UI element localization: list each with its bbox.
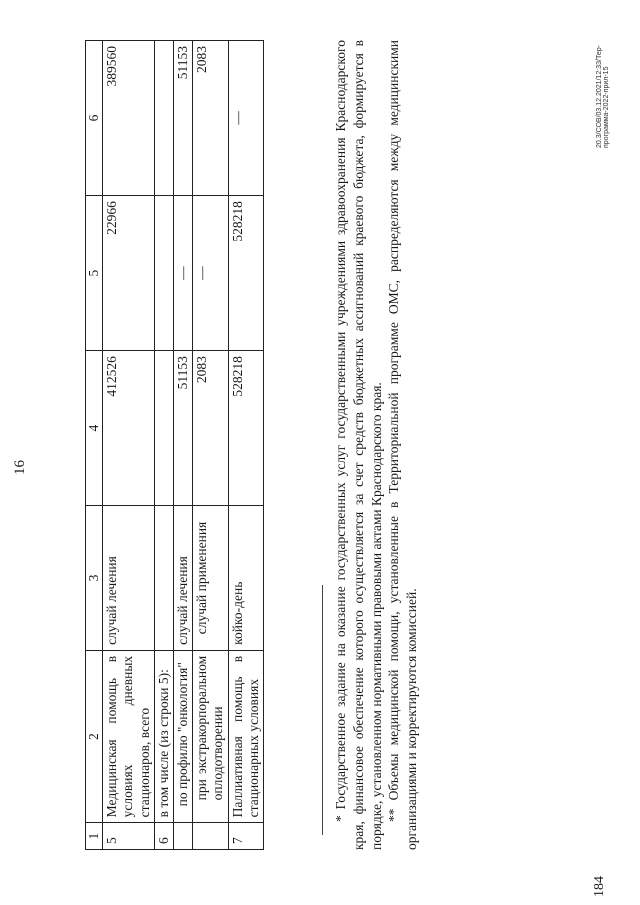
row-value-5: 528218 [228,196,263,351]
row-unit: случай лечения [173,506,192,651]
row-value-4: 528218 [228,351,263,506]
header-cell: 4 [86,351,103,506]
header-cell: 6 [86,41,103,196]
header-cell: 2 [86,650,103,822]
row-value-5 [154,196,173,351]
header-cell: 3 [86,506,103,651]
row-value-6: 2083 [193,41,228,196]
footnotes [332,40,421,850]
row-value-4: 412526 [103,351,155,506]
table-row [228,41,263,850]
header-cell: 5 [86,196,103,351]
row-unit: случай лечения [103,506,155,651]
row-value-5: — [173,196,192,351]
footnote: * Государственное задание на оказание государственных услуг государственными учреждениями здравоохранения Краснодарского края, финансовое обеспечение которого осуществляется за счет средств бюджетных ассигнований краевого бюджета, формируется в порядке, установленном нормативными правовыми актами Краснодарского края. [333,40,384,850]
table-row [154,41,173,850]
row-name: Медицинская помощь в условиях дневных стационаров, всего [103,650,155,822]
row-number [173,823,192,850]
row-value-6: — [228,41,263,196]
row-value-5: 22966 [103,196,155,351]
header-cell: 1 [86,823,103,850]
row-number: 7 [228,823,263,850]
table-row [103,41,155,850]
row-value-4: 51153 [173,351,192,506]
table-header-row [86,41,103,850]
table-row [193,41,228,850]
row-name: по профилю "онкология" [173,650,192,822]
row-unit [154,506,173,651]
row-name: Паллиативная помощь в стационарных условиях [228,650,263,822]
row-value-4 [154,351,173,506]
document-footer: 20.3/СОВ/03.12.2021/12:33/Тер-программа-2022-прил-15 [596,45,610,148]
footnote-rule [322,585,323,835]
row-number: 6 [154,823,173,850]
row-value-6: 389560 [103,41,155,196]
row-unit: койко-день [228,506,263,651]
table-row [173,41,192,850]
row-name: в том числе (из строки 5): [154,650,173,822]
footnote: ** Объемы медицинской помощи, установленные в Территориальной программе ОМС, распределяются между медицинскими организациями и корректируются комиссией. [386,40,420,850]
row-number [193,823,228,850]
row-value-6 [154,41,173,196]
row-unit: случай применения [193,506,228,651]
row-value-6: 51153 [173,41,192,196]
row-number: 5 [103,823,155,850]
row-name: при экстракорпоральном оплодотворении [193,650,228,822]
sheet-number: 184 [592,876,607,897]
data-table [85,40,264,850]
page-number: 16 [12,460,28,475]
row-value-5: — [193,196,228,351]
row-value-4: 2083 [193,351,228,506]
